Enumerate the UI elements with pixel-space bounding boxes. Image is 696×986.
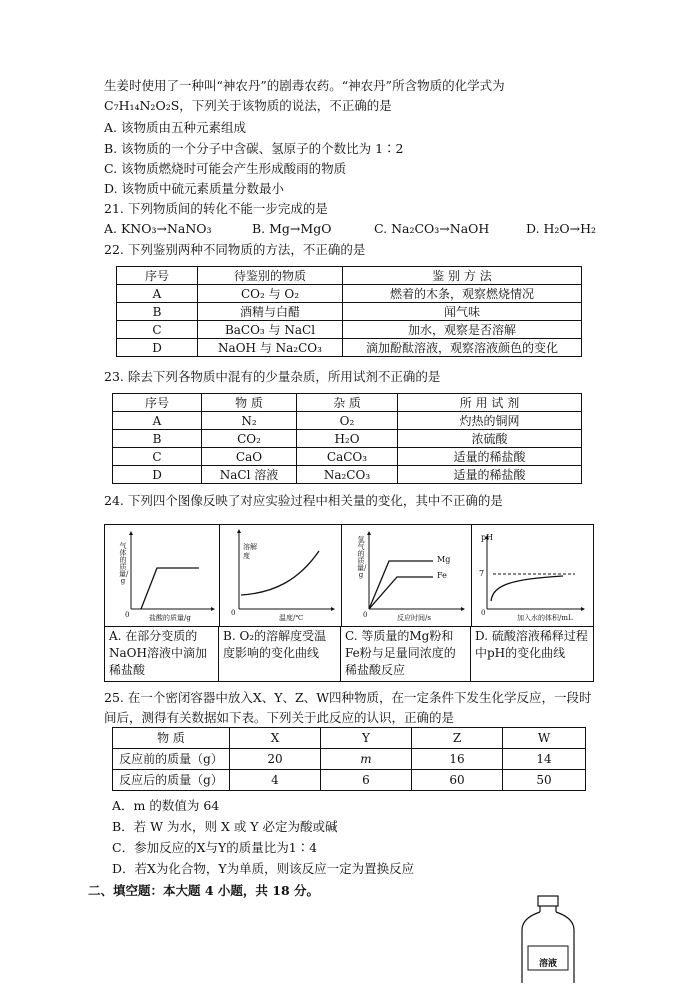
table-header-cell: 所 用 试 剂 xyxy=(398,394,582,412)
table-header-cell: 物 质 xyxy=(202,394,297,412)
table-cell: 适量的稀盐酸 xyxy=(398,466,582,484)
graph-d-ref-7: 7 xyxy=(479,569,485,578)
table-cell: CaO xyxy=(202,448,297,466)
graph-b-ylabel: 溶解度 xyxy=(243,543,257,560)
q25-option-b: B．若 W 为水，则 X 或 Y 必定为酸或碱 xyxy=(112,819,338,834)
table-cell: N₂ xyxy=(202,412,297,430)
graph-d xyxy=(471,525,593,626)
table-header-row xyxy=(113,394,582,412)
q21-option-c: C. Na₂CO₃→NaOH xyxy=(374,221,490,236)
table-header-cell: X xyxy=(230,728,321,749)
section-2-heading: 二、填空题：本大题 4 小题，共 18 分。 xyxy=(88,883,320,898)
table-row xyxy=(113,412,582,430)
table-cell: m xyxy=(321,749,412,770)
table-header-cell: 杂 质 xyxy=(297,394,398,412)
graph-b-origin: 0 xyxy=(231,609,236,617)
caption-d: D. 硫酸溶液稀释过程中pH的变化曲线 xyxy=(471,626,593,681)
table-cell: NaCl 溶液 xyxy=(202,466,297,484)
q25-table xyxy=(112,727,586,791)
table-cell: A xyxy=(113,412,202,430)
table-cell: B xyxy=(113,430,202,448)
table-cell: D xyxy=(117,339,198,357)
graph-b-plot xyxy=(219,525,341,626)
table-cell: CO₂ xyxy=(202,430,297,448)
table-header-cell: 鉴 别 方 法 xyxy=(343,267,582,285)
table-row xyxy=(113,448,582,466)
table-header-cell: Z xyxy=(412,728,503,749)
intro-option-b: B. 该物质的一个分子中含碳、氢原子的个数比为 1∶2 xyxy=(104,141,404,156)
reagent-bottle-icon xyxy=(518,894,578,983)
table-cell: 滴加酚酞溶液，观察溶液颜色的变化 xyxy=(343,339,582,357)
q22-table xyxy=(116,266,582,357)
table-cell: CO₂ 与 O₂ xyxy=(198,285,343,303)
q22-stem: 22. 下列鉴别两种不同物质的方法，不正确的是 xyxy=(104,242,366,257)
table-cell: 反应后的质量（g） xyxy=(113,770,230,791)
table-cell: H₂O xyxy=(297,430,398,448)
bottle-label: 溶液 xyxy=(538,959,557,969)
table-cell: 6 xyxy=(321,770,412,791)
table-row xyxy=(117,285,582,303)
table-row xyxy=(117,339,582,357)
graph-d-ylabel: pH xyxy=(481,533,494,542)
table-cell: Na₂CO₃ xyxy=(297,466,398,484)
table-row xyxy=(113,466,582,484)
table-cell: B xyxy=(117,303,198,321)
intro-option-d: D. 该物质中硫元素质量分数最小 xyxy=(104,181,285,196)
graph-b xyxy=(219,525,342,626)
table-cell: 适量的稀盐酸 xyxy=(398,448,582,466)
intro-line-2 xyxy=(104,98,392,114)
intro-line-1: 生姜时使用了一种叫“神农丹”的剧毒农药。“神农丹”所含物质的化学式为 xyxy=(104,78,505,93)
graph-c-xlabel: 反应时间/s xyxy=(397,614,431,622)
caption-c: C. 等质量的Mg粉和Fe粉与足量同浓度的稀盐酸反应 xyxy=(341,626,471,681)
chemical-formula: C₇H₁₄N₂O₂S xyxy=(104,98,180,113)
table-header-cell: 待鉴别的物质 xyxy=(198,267,343,285)
intro-line-2-rest: ，下列关于该物质的说法，不正确的是 xyxy=(179,98,392,113)
q25-stem-1: 25. 在一个密闭容器中放入X、Y、Z、W四种物质，在一定条件下发生化学反应，一段时 xyxy=(104,690,592,705)
table-cell: 燃着的木条，观察燃烧情况 xyxy=(343,285,582,303)
table-cell: NaOH 与 Na₂CO₃ xyxy=(198,339,343,357)
table-header-cell: Y xyxy=(321,728,412,749)
table-cell: 反应前的质量（g） xyxy=(113,749,230,770)
caption-a: A. 在部分变质的NaOH溶液中滴加稀盐酸 xyxy=(105,626,219,681)
table-cell: C xyxy=(117,321,198,339)
table-row xyxy=(113,770,586,791)
graph-a-ylabel: 气体的质量/g xyxy=(119,542,129,585)
caption-b: B. O₂的溶解度受温度影响的变化曲线 xyxy=(219,626,341,681)
table-cell: D xyxy=(113,466,202,484)
table-header-cell: W xyxy=(503,728,586,749)
graph-a-xlabel: 盐酸的质量/g xyxy=(149,614,191,622)
graph-d-xlabel: 加入水的体积/mL xyxy=(517,614,573,622)
graph-a xyxy=(105,525,220,626)
table-cell: 60 xyxy=(412,770,503,791)
graph-c-series-mg: Mg xyxy=(437,555,451,564)
q21-option-a: A. KNO₃→NaNO₃ xyxy=(104,221,212,236)
table-row xyxy=(117,321,582,339)
graph-c-origin: 0 xyxy=(363,611,368,619)
table-cell: 4 xyxy=(230,770,321,791)
table-row xyxy=(117,303,582,321)
q25-option-d: D．若X为化合物，Y为单质，则该反应一定为置换反应 xyxy=(112,861,415,876)
q21-option-b: B. Mg→MgO xyxy=(252,221,332,236)
q24-graph-panel xyxy=(104,524,594,682)
table-row xyxy=(113,430,582,448)
graph-b-xlabel: 温度/℃ xyxy=(279,614,304,622)
table-cell: 浓硫酸 xyxy=(398,430,582,448)
q23-stem: 23. 除去下列各物质中混有的少量杂质，所用试剂不正确的是 xyxy=(104,369,441,384)
graph-d-origin: 0 xyxy=(481,609,486,617)
table-header-row xyxy=(113,728,586,749)
intro-option-c: C. 该物质燃烧时可能会产生形成酸雨的物质 xyxy=(104,161,347,176)
table-cell: A xyxy=(117,285,198,303)
graph-a-origin: 0 xyxy=(125,611,130,619)
q21-stem: 21. 下列物质间的转化不能一步完成的是 xyxy=(104,201,328,216)
table-cell: 灼热的铜网 xyxy=(398,412,582,430)
table-cell: 14 xyxy=(503,749,586,770)
table-cell: 闻气味 xyxy=(343,303,582,321)
table-cell: 加水，观察是否溶解 xyxy=(343,321,582,339)
table-cell: 50 xyxy=(503,770,586,791)
table-cell: BaCO₃ 与 NaCl xyxy=(198,321,343,339)
table-cell: 酒精与白醋 xyxy=(198,303,343,321)
table-header-cell: 序号 xyxy=(113,394,202,412)
table-header-cell: 物 质 xyxy=(113,728,230,749)
q24-stem: 24. 下列四个图像反映了对应实验过程中相关量的变化，其中不正确的是 xyxy=(104,493,503,508)
table-cell: C xyxy=(113,448,202,466)
table-header-cell: 序号 xyxy=(117,267,198,285)
intro-option-a: A. 该物质由五种元素组成 xyxy=(104,120,246,135)
q23-table xyxy=(112,393,582,484)
graph-c-ylabel: 氢气的质量/g xyxy=(357,536,367,579)
table-cell: 20 xyxy=(230,749,321,770)
table-header-row xyxy=(117,267,582,285)
table-cell: O₂ xyxy=(297,412,398,430)
graph-c xyxy=(341,525,472,626)
q25-option-c: C．参加反应的X与Y的质量比为1∶4 xyxy=(112,840,318,855)
table-cell: 16 xyxy=(412,749,503,770)
q25-stem-2: 间后，测得有关数据如下表。下列关于此反应的认识，正确的是 xyxy=(104,710,455,725)
table-cell: CaCO₃ xyxy=(297,448,398,466)
graph-c-series-fe: Fe xyxy=(437,571,447,580)
table-row xyxy=(113,749,586,770)
q21-option-d: D. H₂O→H₂ xyxy=(526,221,597,236)
q25-option-a: A．m 的数值为 64 xyxy=(112,798,220,813)
